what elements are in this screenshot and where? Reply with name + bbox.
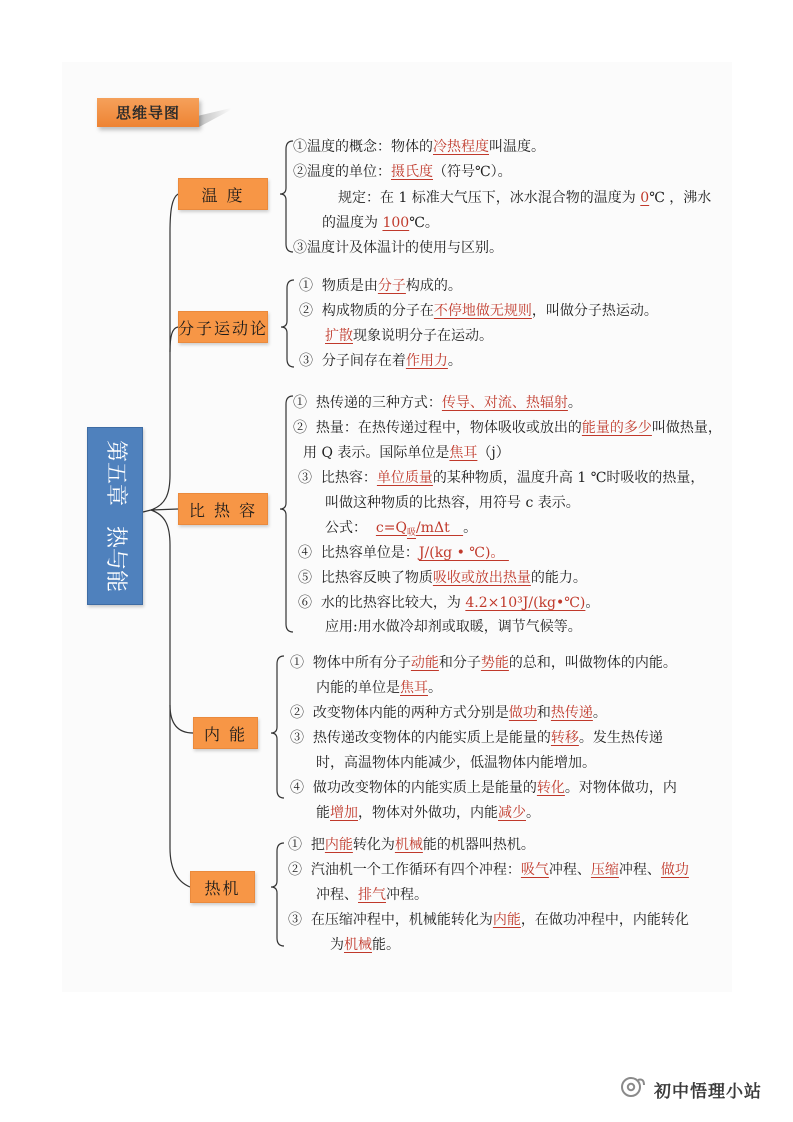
- line-text: ③ 分子间存在着: [299, 353, 406, 369]
- line-text: 叫做这种物质的比热容，用符号 c 表示。: [325, 495, 580, 511]
- list-item: [316, 678, 442, 698]
- chapter-number: 第五章: [103, 439, 128, 506]
- brace-heat-engine: [271, 843, 284, 946]
- keyword-highlight: 机械: [344, 937, 372, 953]
- line-text: ℃。: [409, 215, 439, 231]
- list-item: [288, 910, 689, 930]
- keyword-highlight: 焦耳: [449, 445, 478, 461]
- chapter-topic: 热与能: [103, 526, 128, 593]
- keyword-highlight: 4.2×10³J/(kg•℃): [465, 595, 586, 611]
- keyword-highlight: 能量的多少: [581, 420, 652, 436]
- line-text: 。: [526, 805, 540, 821]
- list-item: [325, 518, 477, 538]
- line-text: 叫做热量，: [651, 420, 722, 436]
- line-text: 。: [463, 520, 478, 536]
- line-text: ① 物体中所有分子: [290, 655, 411, 671]
- line-text: 。: [592, 705, 607, 721]
- list-item: [325, 493, 580, 513]
- keyword-highlight: 不停地做无规则: [433, 303, 532, 319]
- brace-temperature: [280, 141, 293, 252]
- keyword-highlight: 减少: [498, 805, 526, 821]
- line-text: 能。: [372, 937, 400, 953]
- list-item: [290, 778, 677, 798]
- topic-box-specific-heat-capacity: 比 热 容: [178, 493, 268, 525]
- line-text: ③ 在压缩冲程中，机械能转化为: [288, 912, 493, 928]
- line-text: ⑥ 水的比热容比较大，为: [298, 595, 466, 611]
- brace-internal-energy: [271, 656, 284, 798]
- list-item: [298, 593, 599, 613]
- line-text: ④ 做功改变物体的内能实质上是能量的: [290, 780, 537, 796]
- watermark: [620, 1076, 762, 1102]
- line-text: 现象说明分子在运动。: [353, 328, 493, 344]
- list-item: [293, 162, 512, 182]
- list-item: [298, 468, 704, 488]
- keyword-highlight: 冷热程度: [433, 139, 489, 155]
- list-item: [330, 935, 400, 955]
- list-item: [325, 617, 582, 637]
- keyword-highlight: 吸气: [520, 862, 549, 878]
- list-item: [322, 213, 439, 233]
- keyword-highlight: 机械: [394, 837, 423, 853]
- line-text: 和分子: [438, 655, 481, 671]
- keyword-highlight: 焦耳: [400, 680, 428, 696]
- keyword-highlight: 热传递: [550, 705, 593, 721]
- line-text: 的总和，叫做物体的内能。: [508, 655, 677, 671]
- keyword-highlight: 转化: [536, 780, 565, 796]
- line-text: 和: [536, 705, 551, 721]
- keyword-highlight: 做功: [508, 705, 537, 721]
- list-item: [288, 835, 535, 855]
- trunk-connector-lower: [151, 510, 190, 887]
- list-item: [299, 301, 658, 321]
- keyword-highlight: /mΔt: [415, 520, 464, 536]
- line-text: 规定：在 1 标准大气压下，冰水混合物的温度为: [338, 190, 641, 206]
- line-text: 冲程。: [386, 887, 428, 903]
- list-item: [290, 703, 607, 723]
- line-text: （符号℃）。: [433, 164, 512, 180]
- trunk-connector-link: [143, 510, 151, 512]
- line-text: （j）: [477, 445, 510, 461]
- line-text: 时，高温物体内能减少，低温物体内能增加。: [316, 755, 596, 771]
- wechat-icon: [620, 1076, 646, 1102]
- watermark-text: 初中悟理小站: [654, 1081, 762, 1102]
- line-text: ③ 热传递改变物体的内能实质上是能量的: [290, 730, 551, 746]
- keyword-highlight: 分子: [377, 278, 406, 294]
- list-item: [338, 188, 711, 208]
- list-item: [293, 393, 582, 413]
- list-item: [293, 238, 503, 258]
- line-text: 冲程、: [548, 862, 591, 878]
- list-item: [325, 326, 493, 346]
- keyword-highlight: 0: [640, 190, 650, 206]
- keyword-highlight: c=Q: [375, 520, 407, 536]
- line-text: ① 把: [288, 837, 325, 853]
- line-text: ① 物质是由: [299, 278, 378, 294]
- keyword-highlight: 内能: [324, 837, 353, 853]
- list-item: [298, 543, 509, 563]
- line-text: ② 热量：在热传递过程中，物体吸收或放出的: [293, 420, 582, 436]
- list-item: [298, 568, 587, 588]
- list-item: [299, 351, 462, 371]
- line-text: 。对物体做功，内: [564, 780, 677, 796]
- brace-specific-heat: [280, 396, 293, 632]
- topic-box-temperature: 温 度: [178, 178, 268, 210]
- line-text: 的某种物质，温度升高 1 ℃时吸收的热量，: [432, 470, 705, 486]
- line-text: 。: [428, 680, 442, 696]
- line-text: ② 构成物质的分子在: [299, 303, 434, 319]
- keyword-highlight: 势能: [480, 655, 509, 671]
- line-text: ①温度的概念：物体的: [293, 139, 433, 155]
- line-text: ② 改变物体内能的两种方式分别是: [290, 705, 509, 721]
- keyword-highlight: 单位质量: [376, 470, 433, 486]
- line-text: ℃ ，沸水: [649, 190, 712, 206]
- line-text: ③温度计及体温计的使用与区别。: [293, 240, 503, 256]
- list-item: [316, 803, 540, 823]
- line-text: 。: [567, 395, 582, 411]
- line-text: 冲程、: [316, 887, 358, 903]
- topic-box-heat-engine: 热机: [190, 871, 255, 903]
- line-text: ⑤ 比热容反映了物质: [298, 570, 433, 586]
- line-text: 构成的。: [405, 278, 462, 294]
- line-text: ④ 比热容单位是：: [298, 545, 419, 561]
- line-text: 应用:用水做冷却剂或取暖，调节气候等。: [325, 619, 582, 635]
- line-text: ③ 比热容：: [298, 470, 377, 486]
- line-text: 为: [330, 937, 344, 953]
- list-item: [316, 885, 428, 905]
- keyword-highlight: 吸: [406, 528, 416, 538]
- line-text: ②温度的单位：: [293, 164, 391, 180]
- line-text: 。发生热传递: [578, 730, 663, 746]
- keyword-highlight: J/(kg • ℃)。: [418, 545, 509, 561]
- list-item: [299, 276, 462, 296]
- line-text: 内能的单位是: [316, 680, 400, 696]
- line-text: 的温度为: [322, 215, 383, 231]
- keyword-highlight: 做功: [660, 862, 689, 878]
- keyword-highlight: 100: [382, 215, 410, 231]
- topic-box-internal-energy: 内 能: [193, 717, 258, 749]
- keyword-highlight: 吸收或放出热量: [432, 570, 531, 586]
- chapter-title-box: [87, 427, 143, 605]
- keyword-highlight: 增加: [330, 805, 358, 821]
- keyword-highlight: 转移: [550, 730, 579, 746]
- list-item: [316, 753, 596, 773]
- line-text: ，叫做分子热运动。: [531, 303, 658, 319]
- header-title: 思维导图: [115, 104, 180, 122]
- line-text: 能的机器叫热机。: [422, 837, 535, 853]
- keyword-highlight: 压缩: [590, 862, 619, 878]
- line-text: 的能力。: [530, 570, 587, 586]
- list-item: [288, 860, 689, 880]
- branch-connector-molecular: [170, 327, 178, 352]
- line-text: ，在做功冲程中，内能转化: [520, 912, 689, 928]
- keyword-highlight: 扩散: [325, 328, 353, 344]
- line-text: ① 热传递的三种方式：: [293, 395, 442, 411]
- keyword-highlight: 摄氏度: [391, 164, 433, 180]
- topic-box-molecular-kinetic-theory: 分子运动论: [178, 311, 268, 343]
- line-text: 用 Q 表示。国际单位是: [303, 445, 450, 461]
- line-text: 转化为: [352, 837, 395, 853]
- list-item: [293, 137, 545, 157]
- line-text: 公式：: [325, 520, 376, 536]
- branch-connector-internal-energy: [170, 705, 193, 733]
- keyword-highlight: 排气: [358, 887, 386, 903]
- line-text: 能: [316, 805, 330, 821]
- keyword-highlight: 作用力: [405, 353, 448, 369]
- branch-connector-specific-heat: [151, 509, 178, 510]
- keyword-highlight: 传导、对流、热辐射: [441, 395, 568, 411]
- list-item: [290, 653, 677, 673]
- line-text: ，物体对外做功，内能: [358, 805, 498, 821]
- line-text: ② 汽油机一个工作循环有四个冲程：: [288, 862, 521, 878]
- list-item: [290, 728, 663, 748]
- trunk-connector-upper: [151, 194, 178, 510]
- line-text: 叫温度。: [489, 139, 545, 155]
- brace-molecular: [281, 280, 294, 367]
- keyword-highlight: 内能: [492, 912, 521, 928]
- list-item: [293, 418, 722, 438]
- line-text: 。: [585, 595, 600, 611]
- line-text: 冲程、: [618, 862, 661, 878]
- line-text: 。: [447, 353, 462, 369]
- keyword-highlight: 动能: [410, 655, 439, 671]
- list-item: [303, 443, 510, 463]
